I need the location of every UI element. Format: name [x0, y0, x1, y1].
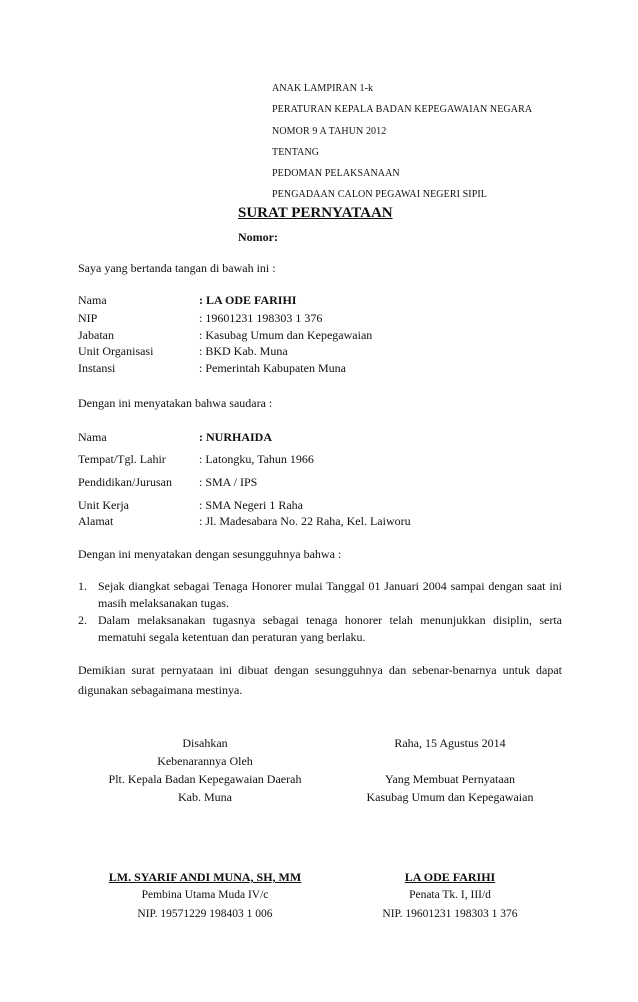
right-signature-block: [340, 734, 560, 806]
statement-list: [78, 578, 562, 646]
attachment-line: PERATURAN KEPALA BADAN KEPEGAWAIAN NEGARA: [272, 104, 533, 116]
title-block: [238, 203, 393, 246]
approval-label: Disahkan: [182, 736, 228, 750]
field-label: Tempat/Tgl. Lahir: [78, 452, 166, 466]
closing-paragraph: Demikian surat pernyataan ini dibuat dengan sesungguhnya dan sebenar-benarnya untuk dapat digunakan sebagaimana mestinya.: [78, 663, 562, 697]
statement-intro: Dengan ini menyatakan bahwa saudara :: [78, 396, 273, 410]
document-title: SURAT PERNYATAAN: [238, 205, 393, 221]
field-value: : NURHAIDA: [199, 430, 272, 444]
declarant-label: Yang Membuat Pernyataan: [384, 772, 516, 786]
attachment-line: TENTANG: [272, 146, 320, 158]
field-value: : LA ODE FARIHI: [199, 293, 297, 307]
statement2-intro: Dengan ini menyatakan dengan sesungguhnya bahwa :: [78, 547, 342, 561]
declarant-rank: Penata Tk. I, III/d: [409, 889, 491, 901]
approver-nip: NIP. 19571229 198403 1 006: [137, 908, 273, 920]
list-item: [78, 612, 562, 646]
field-label: Instansi: [78, 361, 116, 375]
attachment-line: PEDOMAN PELAKSANAAN: [272, 168, 400, 180]
field-label: Unit Kerja: [78, 498, 129, 512]
field-value: : BKD Kab. Muna: [199, 344, 288, 358]
approver-rank: Pembina Utama Muda IV/c: [141, 889, 269, 901]
field-label: Nama: [78, 293, 107, 307]
field-value: : Pemerintah Kabupaten Muna: [199, 361, 346, 375]
field-value: : SMA Negeri 1 Raha: [199, 498, 303, 512]
attachment-header: [272, 78, 602, 206]
field-value: : Kasubag Umum dan Kepegawaian: [199, 328, 373, 342]
approver-position: Plt. Kepala Badan Kepegawaian Daerah: [108, 772, 302, 786]
attachment-line: ANAK LAMPIRAN 1-k: [272, 83, 374, 94]
field-label: Alamat: [78, 514, 114, 528]
attachment-line: NOMOR 9 A TAHUN 2012: [272, 125, 387, 137]
field-label: NIP: [78, 311, 98, 325]
field-label: Nama: [78, 430, 107, 444]
list-text: Sejak diangkat sebagai Tenaga Honorer mulai Tanggal 01 Januari 2004 sampai dengan saat ini masih melaksanakan tugas.: [98, 579, 562, 610]
field-value: : SMA / IPS: [199, 475, 258, 489]
list-text: Dalam melaksanakan tugasnya sebagai tenaga honorer telah menunjukkan disiplin, serta mematuhi segala ketentuan dan peraturan yang berlaku.: [98, 613, 562, 644]
field-value: : Jl. Madesabara No. 22 Raha, Kel. Laiworu: [199, 514, 411, 528]
field-value: : Latongku, Tahun 1966: [199, 452, 314, 466]
approver-region: Kab. Muna: [178, 790, 232, 804]
spacer: [340, 752, 560, 770]
attachment-line: PENGADAAN CALON PEGAWAI NEGERI SIPIL: [272, 189, 488, 201]
declarant-name: LA ODE FARIHI: [404, 870, 496, 884]
approver-name: LM. SYARIF ANDI MUNA, SH, MM: [108, 870, 302, 884]
right-signer-details: [340, 868, 560, 924]
intro-text: Saya yang bertanda tangan di bawah ini :: [78, 261, 276, 275]
left-signature-block: [70, 734, 340, 806]
declarant-nip: NIP. 19601231 198303 1 376: [382, 908, 518, 920]
field-value: : 19601231 198303 1 376: [199, 311, 323, 325]
place-date: Raha, 15 Agustus 2014: [394, 736, 506, 750]
list-item: [78, 578, 562, 612]
left-signer-details: [70, 868, 340, 924]
field-label: Jabatan: [78, 328, 114, 342]
field-label: Unit Organisasi: [78, 344, 154, 358]
list-number: 2.: [78, 613, 87, 627]
list-number: 1.: [78, 579, 87, 593]
declarant-position: Kasubag Umum dan Kepegawaian: [366, 790, 534, 804]
field-label: Pendidikan/Jurusan: [78, 475, 172, 489]
document-number-label: Nomor:: [238, 230, 278, 244]
approval-label: Kebenarannya Oleh: [157, 754, 253, 768]
